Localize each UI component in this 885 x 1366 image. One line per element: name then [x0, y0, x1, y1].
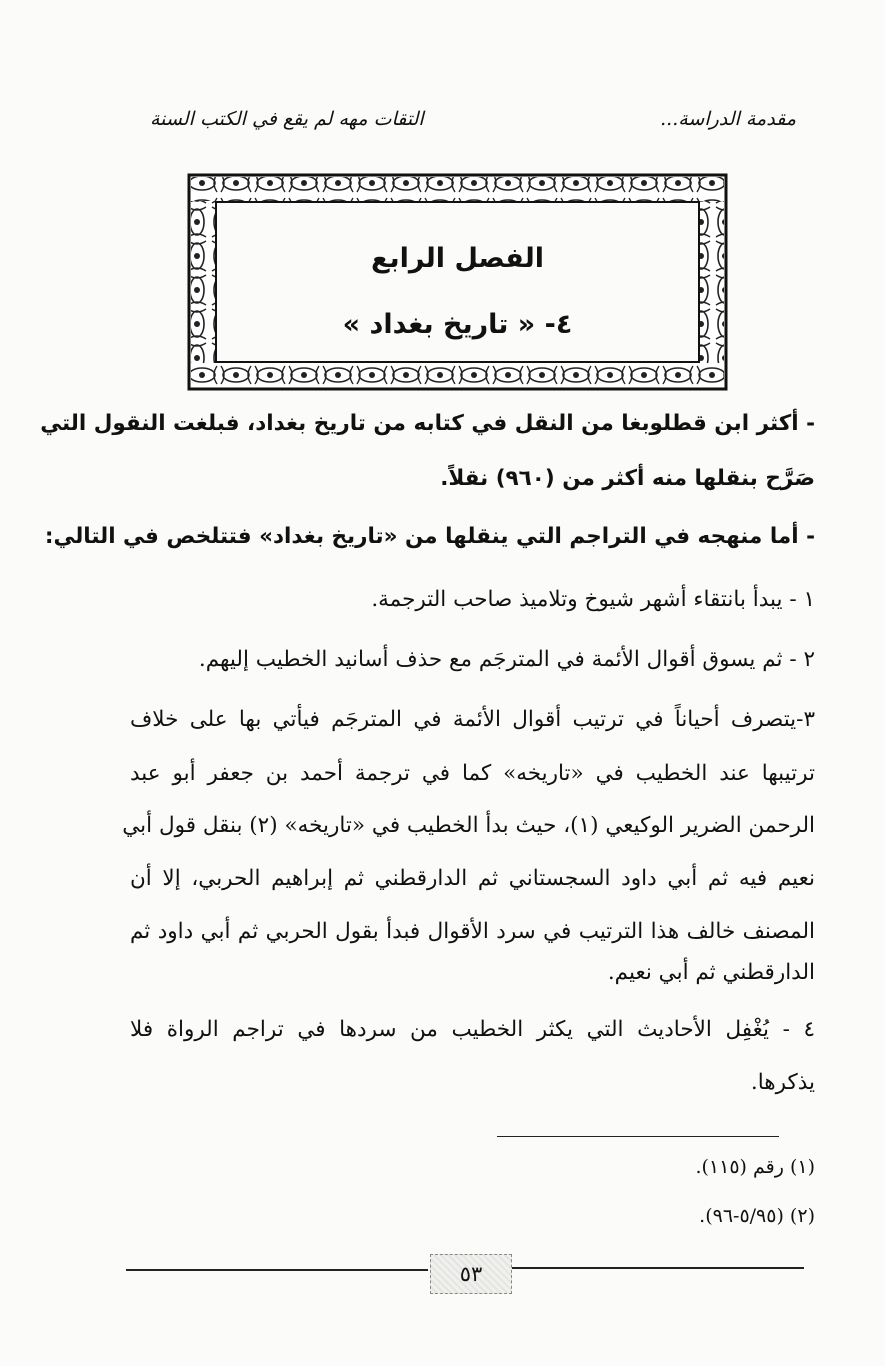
footnote-separator	[497, 1136, 779, 1137]
paragraph-line: صَرَّح بنقلها منه أكثر من (٩٦٠) نقلاً.	[440, 466, 815, 491]
paragraph-line: - أما منهجه في التراجم التي ينقلها من «تاريخ بغداد» فتتلخص في التالي:	[44, 524, 815, 549]
paragraph-line: - أكثر ابن قطلوبغا من النقل في كتابه من تاريخ بغداد، فبلغت النقول التي	[40, 411, 815, 436]
page-number-box	[430, 1254, 512, 1294]
list-item: ١ - يبدأ بانتقاء أشهر شيوخ وتلاميذ صاحب الترجمة.	[371, 587, 815, 612]
list-item-line: نعيم فيه ثم أبي داود السجستاني ثم الدارقطني ثم إبراهيم الحربي، إلا أن	[130, 866, 815, 891]
page-number: ٥٣	[459, 1262, 483, 1286]
list-item-line: المصنف خالف هذا الترتيب في سرد الأقوال فبدأ بقول الحربي ثم أبي داود ثم	[130, 919, 815, 944]
list-item-line: الدارقطني ثم أبي نعيم.	[607, 960, 815, 985]
header-book-title: التقات مهه لم يقع في الكتب السنة	[150, 108, 424, 130]
footnote: (٢) (٥/٩٥-٩٦).	[699, 1205, 815, 1227]
footnote: (١) رقم (١١٥).	[695, 1156, 815, 1178]
running-header	[150, 104, 796, 134]
list-item-line: الرحمن الضرير الوكيعي (١)، حيث بدأ الخطيب في «تاريخه» (٢) بنقل قول أبي	[122, 813, 815, 838]
list-item-line: يذكرها.	[750, 1070, 815, 1095]
list-item-line: ٣-يتصرف أحياناً في ترتيب أقوال الأئمة في المترجَم فيأتي بها على خلاف	[130, 707, 815, 732]
footer-rule-left	[126, 1269, 428, 1271]
chapter-subtitle: ٤- « تاريخ بغداد »	[342, 309, 573, 340]
chapter-ornamental-frame	[185, 171, 730, 393]
list-item-line: ترتيبها عند الخطيب في «تاريخه» كما في ترجمة أحمد بن جعفر أبو عبد	[130, 761, 815, 786]
chapter-title: الفصل الرابع	[371, 243, 544, 274]
footer-rule-right	[512, 1267, 804, 1269]
list-item-line: ٤ - يُغْفِل الأحاديث التي يكثر الخطيب من سردها في تراجم الرواة فلا	[130, 1017, 815, 1042]
ornament-border-icon	[185, 171, 730, 393]
list-item: ٢ - ثم يسوق أقوال الأئمة في المترجَم مع حذف أسانيد الخطيب إليهم.	[198, 647, 815, 672]
header-section-title: مقدمة الدراسة...	[660, 108, 796, 130]
